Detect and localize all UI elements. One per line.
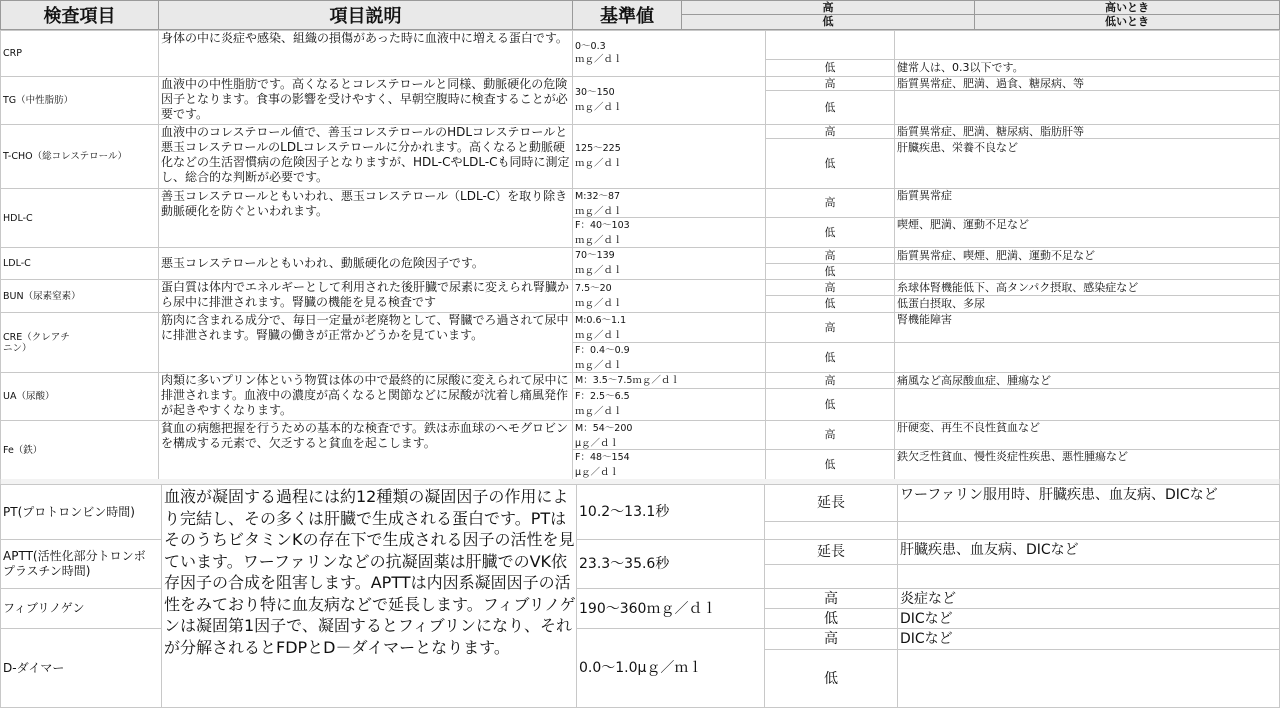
- ref-unit: ｍｇ／ｄｌ: [575, 158, 623, 169]
- row-desc-text: 肉類に多いプリン体という物質は体の中で最終的に尿酸に変えられて尿中に排泄されます。血液中の濃度が高くなると関節などに尿酸が沈着し痛風発作が起きやすくなります。: [161, 373, 569, 417]
- row-desc-tg: [158, 76, 573, 125]
- row-name-text: HDL-C: [3, 212, 33, 224]
- row-flag-low-tg: [765, 90, 895, 125]
- flag-text: 高: [824, 428, 836, 441]
- flag-text: 低: [824, 61, 836, 74]
- flag-text: 低: [824, 610, 838, 627]
- ref-range: 30～150: [575, 87, 615, 98]
- note-text: DICなど: [900, 611, 953, 627]
- row-note-low-tg: [894, 90, 1280, 125]
- row-desc-text: 貧血の病態把握を行うための基本的な検査です。鉄は赤血球のヘモグロビンを構成する元素で、欠乏すると貧血を起こします。: [161, 421, 569, 450]
- note-text: 肝臓疾患、血友病、DICなど: [900, 542, 1079, 558]
- flag-text: 高: [824, 590, 838, 607]
- row-desc-tcho: [158, 124, 573, 189]
- row-desc-ua: [158, 372, 573, 421]
- header-reference: [572, 0, 682, 30]
- row-ref-cre-f: [572, 342, 766, 373]
- row-flag-high-tg: [765, 76, 895, 91]
- coag-note-aptt-low: [897, 564, 1280, 589]
- coag-ref-fibrinogen: [576, 588, 765, 629]
- flag-text: 低: [824, 297, 836, 310]
- coag-name-ddimer: [0, 628, 162, 708]
- row-name-text: Fe（鉄）: [3, 444, 43, 456]
- coag-note-fibrinogen-low: [897, 608, 1280, 629]
- coag-note-aptt-high: [897, 539, 1280, 565]
- row-desc-crp: [158, 30, 573, 77]
- ref-range: 0.0～1.0μｇ／ｍｌ: [579, 660, 703, 676]
- header-description-label: 項目説明: [329, 6, 402, 27]
- flag-text: 低: [824, 225, 836, 239]
- note-text: 肝硬変、再生不良性貧血など: [897, 421, 1040, 434]
- row-desc-text: 蛋白質は体内でエネルギーとして利用された後肝臓で尿素に変えられ腎臓から尿中に排泄されます。腎臓の機能を見る検査です: [161, 280, 570, 309]
- coag-note-pt-low: [897, 521, 1280, 540]
- ref-unit: ｍｇ／ｄｌ: [575, 102, 623, 113]
- flag-text: 高: [824, 196, 836, 209]
- row-flag-high-fe: [765, 420, 895, 450]
- row-ref-crp: [572, 30, 766, 77]
- flag-text: 延長: [817, 544, 845, 560]
- ref-range: F：48～154: [575, 452, 630, 463]
- note-text: 痛風など高尿酸血症、腫瘍など: [897, 373, 1051, 387]
- row-desc-text: 筋肉に含まれる成分で、毎日一定量が老廃物として、腎臓でろ過されて尿中に排泄されます。腎臓の働きが正常かどうかを見ています。: [161, 313, 569, 342]
- flag-text: 低: [824, 264, 836, 278]
- row-flag-low-cre: [765, 342, 895, 373]
- coag-name-text: APTT(活性化部分トロンボプラスチン時間): [3, 549, 146, 578]
- row-ref-ua-f: [572, 388, 766, 421]
- row-note-high-ldl: [894, 247, 1280, 264]
- row-desc-text: 血液中のコレステロール値で、善玉コレステロールのHDLコレステロールと悪玉コレステロールのLDLコレステロールに分かれます。高くなると動脈硬化などの生活習慣病の危険因子となりますが、HDL-CやLDL-Cも同時に測定し、総合的な判断が必要です。: [161, 125, 570, 184]
- note-text: 低蛋白摂取、多尿: [897, 297, 985, 310]
- row-note-high-fe: [894, 420, 1280, 450]
- header-high: [681, 0, 975, 15]
- ref-unit: μｇ／ｄｌ: [575, 467, 620, 478]
- coag-flag-ddimer-low: [764, 649, 898, 708]
- row-name-tg: [0, 76, 159, 125]
- row-flag-high-bun: [765, 279, 895, 296]
- ref-range: 10.2～13.1秒: [579, 504, 670, 520]
- flag-text: 高: [824, 280, 836, 294]
- row-name-text: CRP: [3, 48, 22, 59]
- header-item-label: 検査項目: [43, 6, 116, 27]
- row-desc-text: 血液中の中性脂肪です。高くなるとコレステロールと同様、動脈硬化の危険因子となります。食事の影響を受けやすく、早朝空腹時に検査することが必要です。: [161, 77, 568, 121]
- coag-ref-ddimer: [576, 628, 765, 708]
- row-note-low-ua: [894, 388, 1280, 421]
- flag-text: 低: [824, 100, 836, 114]
- coag-description-text: 血液が凝固する過程には約12種類の凝固因子の作用により完結し、その多くは肝臓で生成される蛋白です。PTはそのうちビタミンKの存在下で生成される因子の活性を見ています。ワーファリンなどの抗凝固薬は肝臓でのVK依存因子の合成を阻害します。APTTは内因系凝固因子の活性をみており特に血友病などで延長します。フィブリノゲンは凝固第1因子で、凝固するとフィブリンになり、それが分解されるとFDPとD－ダイマーとなります。: [164, 487, 576, 657]
- coag-flag-ddimer-high: [764, 628, 898, 650]
- flag-text: 延長: [817, 495, 845, 511]
- row-flag-low-tcho: [765, 138, 895, 189]
- coag-flag-fibrinogen-low: [764, 608, 898, 629]
- note-text: 糸球体腎機能低下、高タンパク摂取、感染症など: [897, 280, 1139, 294]
- ref-range: F：0.4～0.9: [575, 345, 630, 356]
- flag-text: 高: [824, 631, 838, 647]
- row-ref-ldl: [572, 247, 766, 280]
- row-name-ua: [0, 372, 159, 421]
- coag-flag-pt-low: [764, 521, 898, 540]
- row-desc-text: 身体の中に炎症や感染、組織の損傷があった時に血液中に増える蛋白です。: [161, 31, 568, 45]
- header-when-high-label: 高いとき: [1105, 0, 1149, 14]
- row-note-low-bun: [894, 295, 1280, 313]
- row-ref-fe-m: [572, 420, 766, 450]
- ref-range: 125～225: [575, 143, 621, 154]
- row-desc-fe: [158, 420, 573, 480]
- coag-name-pt: [0, 484, 162, 540]
- row-note-high-hdl: [894, 188, 1280, 218]
- flag-text: 低: [824, 670, 838, 687]
- note-text: 健常人は、0.3以下です。: [897, 61, 1024, 74]
- row-desc-cre: [158, 312, 573, 373]
- header-low: [681, 14, 975, 30]
- note-text: 喫煙、肥満、運動不足など: [897, 218, 1029, 231]
- row-flag-high-tcho: [765, 124, 895, 139]
- flag-text: 低: [824, 156, 836, 170]
- coag-name-text: フィブリノゲン: [3, 601, 85, 615]
- coag-description: [161, 484, 577, 708]
- row-name-fe: [0, 420, 159, 480]
- row-flag-low-ldl: [765, 263, 895, 280]
- row-name-cre: [0, 312, 159, 373]
- ref-range: M:32～87: [575, 191, 621, 202]
- flag-text: 高: [824, 373, 836, 387]
- ref-unit: ｍｇ／ｄｌ: [575, 54, 623, 65]
- header-item: [0, 0, 159, 30]
- coag-note-ddimer-high: [897, 628, 1280, 650]
- row-note-low-tcho: [894, 138, 1280, 189]
- row-name-ldl: [0, 247, 159, 280]
- row-note-high-ua: [894, 372, 1280, 389]
- row-flag-low-crp: [765, 59, 895, 77]
- row-ref-ua-m: [572, 372, 766, 389]
- header-description: [158, 0, 573, 30]
- coag-flag-aptt-high: [764, 539, 898, 565]
- header-low-label: 低: [822, 15, 834, 28]
- ref-unit: μｇ／ｄｌ: [575, 438, 620, 449]
- ref-range: 70～139: [575, 250, 615, 261]
- row-note-low-hdl: [894, 217, 1280, 248]
- row-flag-high-ua: [765, 372, 895, 389]
- flag-text: 低: [824, 350, 836, 364]
- row-note-high-bun: [894, 279, 1280, 296]
- row-ref-hdl-m: [572, 188, 766, 218]
- ref-unit: ｍｇ／ｄｌ: [575, 298, 623, 309]
- row-name-hdl: [0, 188, 159, 248]
- note-text: 炎症など: [900, 591, 956, 607]
- row-note-low-crp: [894, 59, 1280, 77]
- row-note-high-cre: [894, 312, 1280, 343]
- row-note-high-crp: [894, 30, 1280, 60]
- coag-flag-pt-high: [764, 484, 898, 522]
- coag-name-fibrinogen: [0, 588, 162, 629]
- row-name-text: BUN（尿素窒素）: [3, 290, 81, 302]
- row-name-text: CRE（クレアチニン）: [3, 331, 70, 354]
- row-name-tcho: [0, 124, 159, 189]
- note-text: DICなど: [900, 631, 953, 647]
- coag-flag-fibrinogen-high: [764, 588, 898, 609]
- row-name-text: T-CHO（総コレステロール）: [3, 151, 127, 162]
- row-ref-hdl-f: [572, 217, 766, 248]
- coag-ref-aptt: [576, 539, 765, 589]
- note-text: 腎機能障害: [897, 313, 952, 326]
- row-desc-hdl: [158, 188, 573, 248]
- ref-unit: ｍｇ／ｄｌ: [575, 360, 623, 371]
- row-note-low-fe: [894, 449, 1280, 480]
- row-ref-cre-m: [572, 312, 766, 343]
- row-desc-bun: [158, 279, 573, 313]
- flag-text: 高: [824, 76, 836, 90]
- ref-unit: ｍｇ／ｄｌ: [575, 206, 623, 217]
- coag-flag-aptt-low: [764, 564, 898, 589]
- row-flag-high-crp: [765, 30, 895, 60]
- ref-unit: ｍｇ／ｄｌ: [575, 330, 623, 341]
- coag-name-text: D-ダイマー: [3, 660, 65, 675]
- note-text: 肝臓疾患、栄養不良など: [897, 141, 1018, 154]
- row-flag-high-hdl: [765, 188, 895, 218]
- ref-unit: ｍｇ／ｄｌ: [575, 265, 623, 276]
- ref-range: 0～0.3: [575, 41, 606, 52]
- note-text: ワーファリン服用時、肝臓疾患、血友病、DICなど: [900, 487, 1218, 503]
- note-text: 鉄欠乏性貧血、慢性炎症性疾患、悪性腫瘍など: [897, 450, 1128, 463]
- ref-range: M：54～200: [575, 423, 633, 434]
- ref-range: 23.3～35.6秒: [579, 556, 670, 572]
- row-ref-tcho: [572, 124, 766, 189]
- row-desc-ldl: [158, 247, 573, 280]
- coag-name-aptt: [0, 539, 162, 589]
- row-ref-bun: [572, 279, 766, 313]
- row-desc-text: 善玉コレステロールともいわれ、悪玉コレステロール（LDL-C）を取り除き動脈硬化を防ぐといわれます。: [161, 189, 568, 218]
- row-flag-high-ldl: [765, 247, 895, 264]
- header-when-low-label: 低いとき: [1105, 15, 1149, 28]
- flag-text: 高: [824, 248, 836, 262]
- row-note-high-tcho: [894, 124, 1280, 139]
- flag-text: 低: [824, 457, 836, 471]
- flag-text: 高: [824, 124, 836, 138]
- row-name-crp: [0, 30, 159, 77]
- header-high-label: 高: [822, 0, 834, 14]
- row-flag-low-ua: [765, 388, 895, 421]
- ref-unit: ｍｇ／ｄｌ: [575, 235, 623, 246]
- header-when-low: [974, 14, 1280, 30]
- header-reference-label: 基準値: [600, 6, 654, 27]
- row-flag-low-fe: [765, 449, 895, 480]
- ref-range: 7.5～20: [575, 283, 612, 294]
- row-ref-tg: [572, 76, 766, 125]
- row-name-bun: [0, 279, 159, 313]
- row-flag-high-cre: [765, 312, 895, 343]
- flag-text: 高: [824, 320, 836, 334]
- row-name-text: LDL-C: [3, 258, 31, 269]
- row-ref-fe-f: [572, 449, 766, 480]
- row-flag-low-bun: [765, 295, 895, 313]
- ref-range: 190～360ｍｇ／ｄｌ: [579, 600, 717, 617]
- coag-note-pt-high: [897, 484, 1280, 522]
- note-text: 脂質異常症、肥満、過食、糖尿病、等: [897, 76, 1084, 90]
- flag-text: 低: [824, 397, 836, 411]
- row-name-text: TG（中性脂肪）: [3, 95, 74, 106]
- note-text: 脂質異常症、肥満、糖尿病、脂肪肝等: [897, 124, 1084, 138]
- row-name-text: UA（尿酸）: [3, 391, 55, 402]
- ref-range: M：3.5～7.5ｍｇ／ｄｌ: [575, 375, 680, 386]
- row-desc-text: 悪玉コレステロールともいわれ、動脈硬化の危険因子です。: [161, 256, 484, 270]
- row-note-low-ldl: [894, 263, 1280, 280]
- coag-name-text: PT(プロトロンビン時間): [3, 504, 135, 519]
- coag-note-fibrinogen-high: [897, 588, 1280, 609]
- ref-range: M:0.6～1.1: [575, 315, 627, 326]
- coag-ref-pt: [576, 484, 765, 540]
- ref-range: F：2.5～6.5: [575, 391, 630, 402]
- row-note-high-tg: [894, 76, 1280, 91]
- header-when-high: [974, 0, 1280, 15]
- coag-note-ddimer-low: [897, 649, 1280, 708]
- note-text: 脂質異常症: [897, 189, 952, 202]
- row-note-low-cre: [894, 342, 1280, 373]
- row-flag-low-hdl: [765, 217, 895, 248]
- note-text: 脂質異常症、喫煙、肥満、運動不足など: [897, 248, 1095, 262]
- ref-unit: ｍｇ／ｄｌ: [575, 406, 623, 417]
- ref-range: F：40～103: [575, 220, 630, 231]
